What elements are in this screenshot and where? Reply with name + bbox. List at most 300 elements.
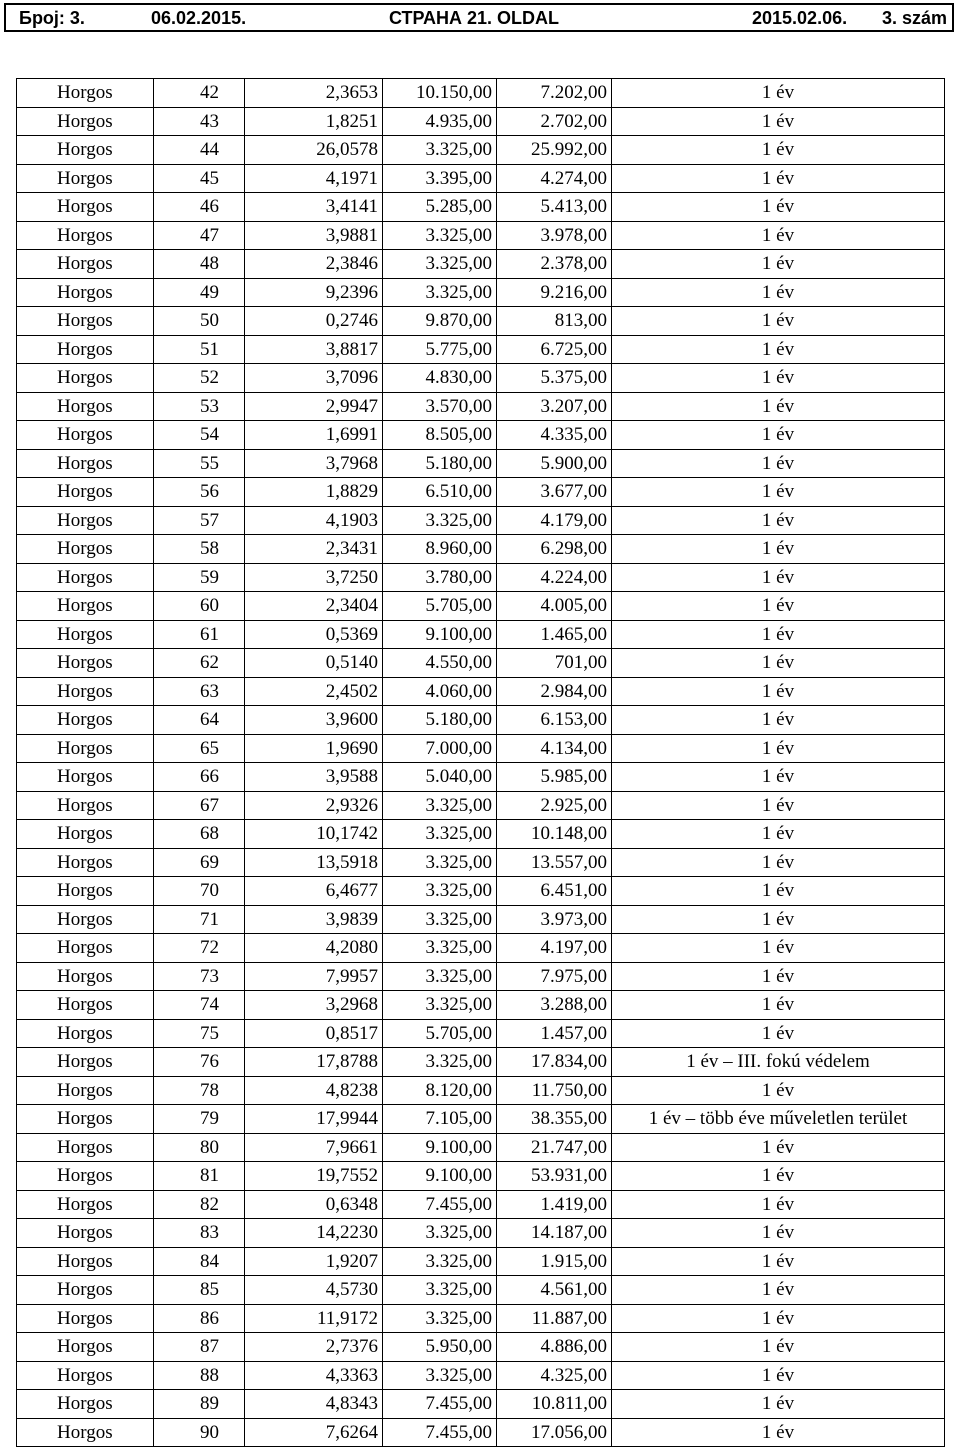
total-price-cell: 813,00 [497,307,612,336]
cadastral-municipality-cell: Horgos [17,107,154,136]
total-price-cell: 1.915,00 [497,1247,612,1276]
cadastral-municipality-cell: Horgos [17,164,154,193]
cadastral-municipality-cell: Horgos [17,136,154,165]
cadastral-municipality-cell: Horgos [17,877,154,906]
lease-term-cell: 1 év [612,107,945,136]
area-cell: 1,8829 [245,478,383,507]
area-cell: 1,9690 [245,734,383,763]
area-cell: 10,1742 [245,820,383,849]
parcel-number-cell: 63 [154,677,245,706]
table-row [17,791,945,820]
total-price-cell: 9.216,00 [497,278,612,307]
area-cell: 6,4677 [245,877,383,906]
total-price-cell: 11.750,00 [497,1076,612,1105]
parcel-number-cell: 81 [154,1162,245,1191]
parcel-number-cell: 51 [154,335,245,364]
table-row [17,364,945,393]
table-row [17,221,945,250]
lease-term-cell: 1 év [612,706,945,735]
area-cell: 4,1903 [245,506,383,535]
parcel-number-cell: 54 [154,421,245,450]
parcel-number-cell: 90 [154,1418,245,1447]
parcel-number-cell: 87 [154,1333,245,1362]
total-price-cell: 5.900,00 [497,449,612,478]
price-per-ha-cell: 4.550,00 [383,649,497,678]
area-cell: 2,3431 [245,535,383,564]
lease-term-cell: 1 év [612,991,945,1020]
total-price-cell: 2.984,00 [497,677,612,706]
table-row [17,991,945,1020]
table-row [17,506,945,535]
cadastral-municipality-cell: Horgos [17,1333,154,1362]
lease-term-cell: 1 év [612,1247,945,1276]
parcel-number-cell: 60 [154,592,245,621]
table-row [17,421,945,450]
price-per-ha-cell: 8.960,00 [383,535,497,564]
price-per-ha-cell: 3.325,00 [383,1247,497,1276]
total-price-cell: 14.187,00 [497,1219,612,1248]
cadastral-municipality-cell: Horgos [17,620,154,649]
lease-term-cell: 1 év [612,592,945,621]
parcel-number-cell: 43 [154,107,245,136]
cadastral-municipality-cell: Horgos [17,1276,154,1305]
lease-term-cell: 1 év [612,848,945,877]
total-price-cell: 53.931,00 [497,1162,612,1191]
lease-term-cell: 1 év – több éve műveletlen terület [612,1105,945,1134]
cadastral-municipality-cell: Horgos [17,250,154,279]
price-per-ha-cell: 7.455,00 [383,1418,497,1447]
area-cell: 3,9839 [245,905,383,934]
cadastral-municipality-cell: Horgos [17,763,154,792]
cadastral-municipality-cell: Horgos [17,478,154,507]
parcel-number-cell: 71 [154,905,245,934]
parcel-number-cell: 56 [154,478,245,507]
table-row [17,1105,945,1134]
cadastral-municipality-cell: Horgos [17,392,154,421]
total-price-cell: 7.975,00 [497,962,612,991]
parcel-number-cell: 82 [154,1190,245,1219]
cadastral-municipality-cell: Horgos [17,991,154,1020]
cadastral-municipality-cell: Horgos [17,677,154,706]
total-price-cell: 38.355,00 [497,1105,612,1134]
area-cell: 3,8817 [245,335,383,364]
table-row [17,934,945,963]
area-cell: 17,9944 [245,1105,383,1134]
cadastral-municipality-cell: Horgos [17,1219,154,1248]
lease-term-cell: 1 év [612,1418,945,1447]
price-per-ha-cell: 3.325,00 [383,506,497,535]
parcel-number-cell: 59 [154,563,245,592]
cadastral-municipality-cell: Horgos [17,364,154,393]
cadastral-municipality-cell: Horgos [17,307,154,336]
area-cell: 4,2080 [245,934,383,963]
area-cell: 19,7552 [245,1162,383,1191]
total-price-cell: 1.457,00 [497,1019,612,1048]
area-cell: 3,2968 [245,991,383,1020]
area-cell: 2,4502 [245,677,383,706]
price-per-ha-cell: 3.325,00 [383,962,497,991]
table-row [17,1418,945,1447]
price-per-ha-cell: 9.870,00 [383,307,497,336]
area-cell: 1,9207 [245,1247,383,1276]
lease-term-cell: 1 év [612,364,945,393]
parcel-number-cell: 79 [154,1105,245,1134]
table-row [17,250,945,279]
cadastral-municipality-cell: Horgos [17,193,154,222]
cadastral-municipality-cell: Horgos [17,79,154,108]
area-cell: 2,7376 [245,1333,383,1362]
cadastral-municipality-cell: Horgos [17,1304,154,1333]
table-row [17,962,945,991]
price-per-ha-cell: 3.325,00 [383,1304,497,1333]
area-cell: 3,9600 [245,706,383,735]
lease-term-cell: 1 év [612,136,945,165]
table-row [17,136,945,165]
area-cell: 4,8343 [245,1390,383,1419]
table-row [17,193,945,222]
area-cell: 0,2746 [245,307,383,336]
area-cell: 0,5369 [245,620,383,649]
area-cell: 2,9326 [245,791,383,820]
area-cell: 3,9588 [245,763,383,792]
table-row [17,1333,945,1362]
price-per-ha-cell: 5.705,00 [383,592,497,621]
table-row [17,307,945,336]
lease-term-cell: 1 év [612,421,945,450]
table-row [17,1361,945,1390]
parcel-number-cell: 69 [154,848,245,877]
table-row [17,1247,945,1276]
parcel-number-cell: 42 [154,79,245,108]
table-row [17,1276,945,1305]
parcel-number-cell: 86 [154,1304,245,1333]
price-per-ha-cell: 8.120,00 [383,1076,497,1105]
price-per-ha-cell: 5.705,00 [383,1019,497,1048]
lease-term-cell: 1 év [612,962,945,991]
parcel-number-cell: 61 [154,620,245,649]
parcel-number-cell: 74 [154,991,245,1020]
total-price-cell: 4.179,00 [497,506,612,535]
cadastral-municipality-cell: Horgos [17,1418,154,1447]
area-cell: 11,9172 [245,1304,383,1333]
lease-term-cell: 1 év [612,278,945,307]
area-cell: 4,8238 [245,1076,383,1105]
cadastral-municipality-cell: Horgos [17,221,154,250]
lease-term-cell: 1 év – III. fokú védelem [612,1048,945,1077]
lease-term-cell: 1 év [612,535,945,564]
total-price-cell: 6.451,00 [497,877,612,906]
table-row [17,1304,945,1333]
page-header [4,3,954,32]
cadastral-municipality-cell: Horgos [17,449,154,478]
cadastral-municipality-cell: Horgos [17,1190,154,1219]
table-row [17,335,945,364]
parcel-number-cell: 65 [154,734,245,763]
area-cell: 1,8251 [245,107,383,136]
lease-term-cell: 1 év [612,1076,945,1105]
area-cell: 3,7096 [245,364,383,393]
table-row [17,649,945,678]
price-per-ha-cell: 3.325,00 [383,1361,497,1390]
area-cell: 7,9957 [245,962,383,991]
area-cell: 2,3653 [245,79,383,108]
lease-term-cell: 1 év [612,620,945,649]
total-price-cell: 3.677,00 [497,478,612,507]
lease-term-cell: 1 év [612,1133,945,1162]
area-cell: 14,2230 [245,1219,383,1248]
cadastral-municipality-cell: Horgos [17,706,154,735]
cadastral-municipality-cell: Horgos [17,506,154,535]
total-price-cell: 21.747,00 [497,1133,612,1162]
table-row [17,478,945,507]
parcel-number-cell: 68 [154,820,245,849]
price-per-ha-cell: 3.325,00 [383,1219,497,1248]
lease-term-cell: 1 év [612,905,945,934]
lease-term-cell: 1 év [612,1361,945,1390]
lease-term-cell: 1 év [612,677,945,706]
table-body [17,79,945,1447]
price-per-ha-cell: 4.830,00 [383,364,497,393]
land-lease-table [16,78,945,1447]
area-cell: 7,9661 [245,1133,383,1162]
cadastral-municipality-cell: Horgos [17,848,154,877]
table-row [17,79,945,108]
total-price-cell: 13.557,00 [497,848,612,877]
area-cell: 4,5730 [245,1276,383,1305]
lease-term-cell: 1 év [612,478,945,507]
page-number: СТРАНА 21. OLDAL [389,8,559,28]
total-price-cell: 3.978,00 [497,221,612,250]
table-row [17,535,945,564]
area-cell: 4,3363 [245,1361,383,1390]
lease-term-cell: 1 év [612,649,945,678]
parcel-number-cell: 75 [154,1019,245,1048]
total-price-cell: 1.465,00 [497,620,612,649]
price-per-ha-cell: 5.180,00 [383,449,497,478]
area-cell: 0,6348 [245,1190,383,1219]
area-cell: 2,3846 [245,250,383,279]
lease-term-cell: 1 év [612,1219,945,1248]
total-price-cell: 17.834,00 [497,1048,612,1077]
total-price-cell: 2.925,00 [497,791,612,820]
lease-term-cell: 1 év [612,1162,945,1191]
area-cell: 26,0578 [245,136,383,165]
table-row [17,1190,945,1219]
price-per-ha-cell: 3.395,00 [383,164,497,193]
table-row [17,278,945,307]
cadastral-municipality-cell: Horgos [17,592,154,621]
total-price-cell: 4.886,00 [497,1333,612,1362]
area-cell: 2,3404 [245,592,383,621]
price-per-ha-cell: 3.325,00 [383,1276,497,1305]
lease-term-cell: 1 év [612,221,945,250]
area-cell: 2,9947 [245,392,383,421]
parcel-number-cell: 48 [154,250,245,279]
total-price-cell: 4.325,00 [497,1361,612,1390]
total-price-cell: 7.202,00 [497,79,612,108]
area-cell: 1,6991 [245,421,383,450]
price-per-ha-cell: 9.100,00 [383,1162,497,1191]
price-per-ha-cell: 5.950,00 [383,1333,497,1362]
table-row [17,1133,945,1162]
lease-term-cell: 1 év [612,1333,945,1362]
parcel-number-cell: 78 [154,1076,245,1105]
total-price-cell: 701,00 [497,649,612,678]
lease-term-cell: 1 év [612,335,945,364]
total-price-cell: 10.148,00 [497,820,612,849]
parcel-number-cell: 53 [154,392,245,421]
parcel-number-cell: 45 [154,164,245,193]
parcel-number-cell: 83 [154,1219,245,1248]
lease-term-cell: 1 év [612,763,945,792]
price-per-ha-cell: 6.510,00 [383,478,497,507]
parcel-number-cell: 57 [154,506,245,535]
table-row [17,164,945,193]
table-row [17,1076,945,1105]
lease-term-cell: 1 év [612,307,945,336]
issue-number-hungarian: 3. szám [882,8,948,28]
cadastral-municipality-cell: Horgos [17,734,154,763]
cadastral-municipality-cell: Horgos [17,791,154,820]
price-per-ha-cell: 10.150,00 [383,79,497,108]
price-per-ha-cell: 3.780,00 [383,563,497,592]
table-row [17,820,945,849]
parcel-number-cell: 72 [154,934,245,963]
price-per-ha-cell: 3.325,00 [383,221,497,250]
price-per-ha-cell: 3.570,00 [383,392,497,421]
table-row [17,877,945,906]
parcel-number-cell: 70 [154,877,245,906]
lease-term-cell: 1 év [612,820,945,849]
price-per-ha-cell: 7.455,00 [383,1190,497,1219]
table-row [17,734,945,763]
table-row [17,563,945,592]
cadastral-municipality-cell: Horgos [17,1361,154,1390]
lease-term-cell: 1 év [612,1304,945,1333]
cadastral-municipality-cell: Horgos [17,563,154,592]
lease-term-cell: 1 év [612,1390,945,1419]
lease-term-cell: 1 év [612,934,945,963]
parcel-number-cell: 46 [154,193,245,222]
area-cell: 0,8517 [245,1019,383,1048]
parcel-number-cell: 85 [154,1276,245,1305]
area-cell: 3,7968 [245,449,383,478]
price-per-ha-cell: 4.935,00 [383,107,497,136]
price-per-ha-cell: 3.325,00 [383,991,497,1020]
table-row [17,1048,945,1077]
parcel-number-cell: 49 [154,278,245,307]
price-per-ha-cell: 3.325,00 [383,791,497,820]
parcel-number-cell: 88 [154,1361,245,1390]
lease-term-cell: 1 év [612,449,945,478]
lease-term-cell: 1 év [612,193,945,222]
parcel-number-cell: 44 [154,136,245,165]
total-price-cell: 4.134,00 [497,734,612,763]
total-price-cell: 4.274,00 [497,164,612,193]
total-price-cell: 6.298,00 [497,535,612,564]
area-cell: 3,4141 [245,193,383,222]
area-cell: 7,6264 [245,1418,383,1447]
parcel-number-cell: 66 [154,763,245,792]
cadastral-municipality-cell: Horgos [17,1162,154,1191]
lease-term-cell: 1 év [612,563,945,592]
area-cell: 13,5918 [245,848,383,877]
parcel-number-cell: 50 [154,307,245,336]
lease-term-cell: 1 év [612,506,945,535]
area-cell: 4,1971 [245,164,383,193]
parcel-number-cell: 67 [154,791,245,820]
price-per-ha-cell: 3.325,00 [383,905,497,934]
cadastral-municipality-cell: Horgos [17,1247,154,1276]
lease-term-cell: 1 év [612,1276,945,1305]
price-per-ha-cell: 7.105,00 [383,1105,497,1134]
cadastral-municipality-cell: Horgos [17,1076,154,1105]
total-price-cell: 4.197,00 [497,934,612,963]
parcel-number-cell: 89 [154,1390,245,1419]
total-price-cell: 4.335,00 [497,421,612,450]
parcel-number-cell: 62 [154,649,245,678]
total-price-cell: 17.056,00 [497,1418,612,1447]
cadastral-municipality-cell: Horgos [17,649,154,678]
total-price-cell: 11.887,00 [497,1304,612,1333]
table-row [17,763,945,792]
lease-term-cell: 1 év [612,791,945,820]
price-per-ha-cell: 3.325,00 [383,848,497,877]
price-per-ha-cell: 3.325,00 [383,278,497,307]
parcel-number-cell: 73 [154,962,245,991]
table-row [17,107,945,136]
cadastral-municipality-cell: Horgos [17,535,154,564]
area-cell: 17,8788 [245,1048,383,1077]
total-price-cell: 4.005,00 [497,592,612,621]
area-cell: 0,5140 [245,649,383,678]
price-per-ha-cell: 5.285,00 [383,193,497,222]
cadastral-municipality-cell: Horgos [17,335,154,364]
price-per-ha-cell: 9.100,00 [383,1133,497,1162]
area-cell: 3,9881 [245,221,383,250]
total-price-cell: 5.413,00 [497,193,612,222]
cadastral-municipality-cell: Horgos [17,1390,154,1419]
table-row [17,392,945,421]
area-cell: 9,2396 [245,278,383,307]
table-row [17,905,945,934]
price-per-ha-cell: 3.325,00 [383,934,497,963]
total-price-cell: 5.985,00 [497,763,612,792]
price-per-ha-cell: 5.775,00 [383,335,497,364]
price-per-ha-cell: 5.180,00 [383,706,497,735]
total-price-cell: 10.811,00 [497,1390,612,1419]
price-per-ha-cell: 7.455,00 [383,1390,497,1419]
table-row [17,449,945,478]
parcel-number-cell: 55 [154,449,245,478]
total-price-cell: 1.419,00 [497,1190,612,1219]
total-price-cell: 3.288,00 [497,991,612,1020]
price-per-ha-cell: 4.060,00 [383,677,497,706]
table-row [17,1019,945,1048]
cadastral-municipality-cell: Horgos [17,934,154,963]
total-price-cell: 25.992,00 [497,136,612,165]
lease-term-cell: 1 év [612,79,945,108]
cadastral-municipality-cell: Horgos [17,905,154,934]
price-per-ha-cell: 3.325,00 [383,877,497,906]
table-row [17,848,945,877]
table-row [17,1390,945,1419]
total-price-cell: 4.224,00 [497,563,612,592]
parcel-number-cell: 84 [154,1247,245,1276]
cadastral-municipality-cell: Horgos [17,421,154,450]
table-row [17,706,945,735]
table-row [17,592,945,621]
